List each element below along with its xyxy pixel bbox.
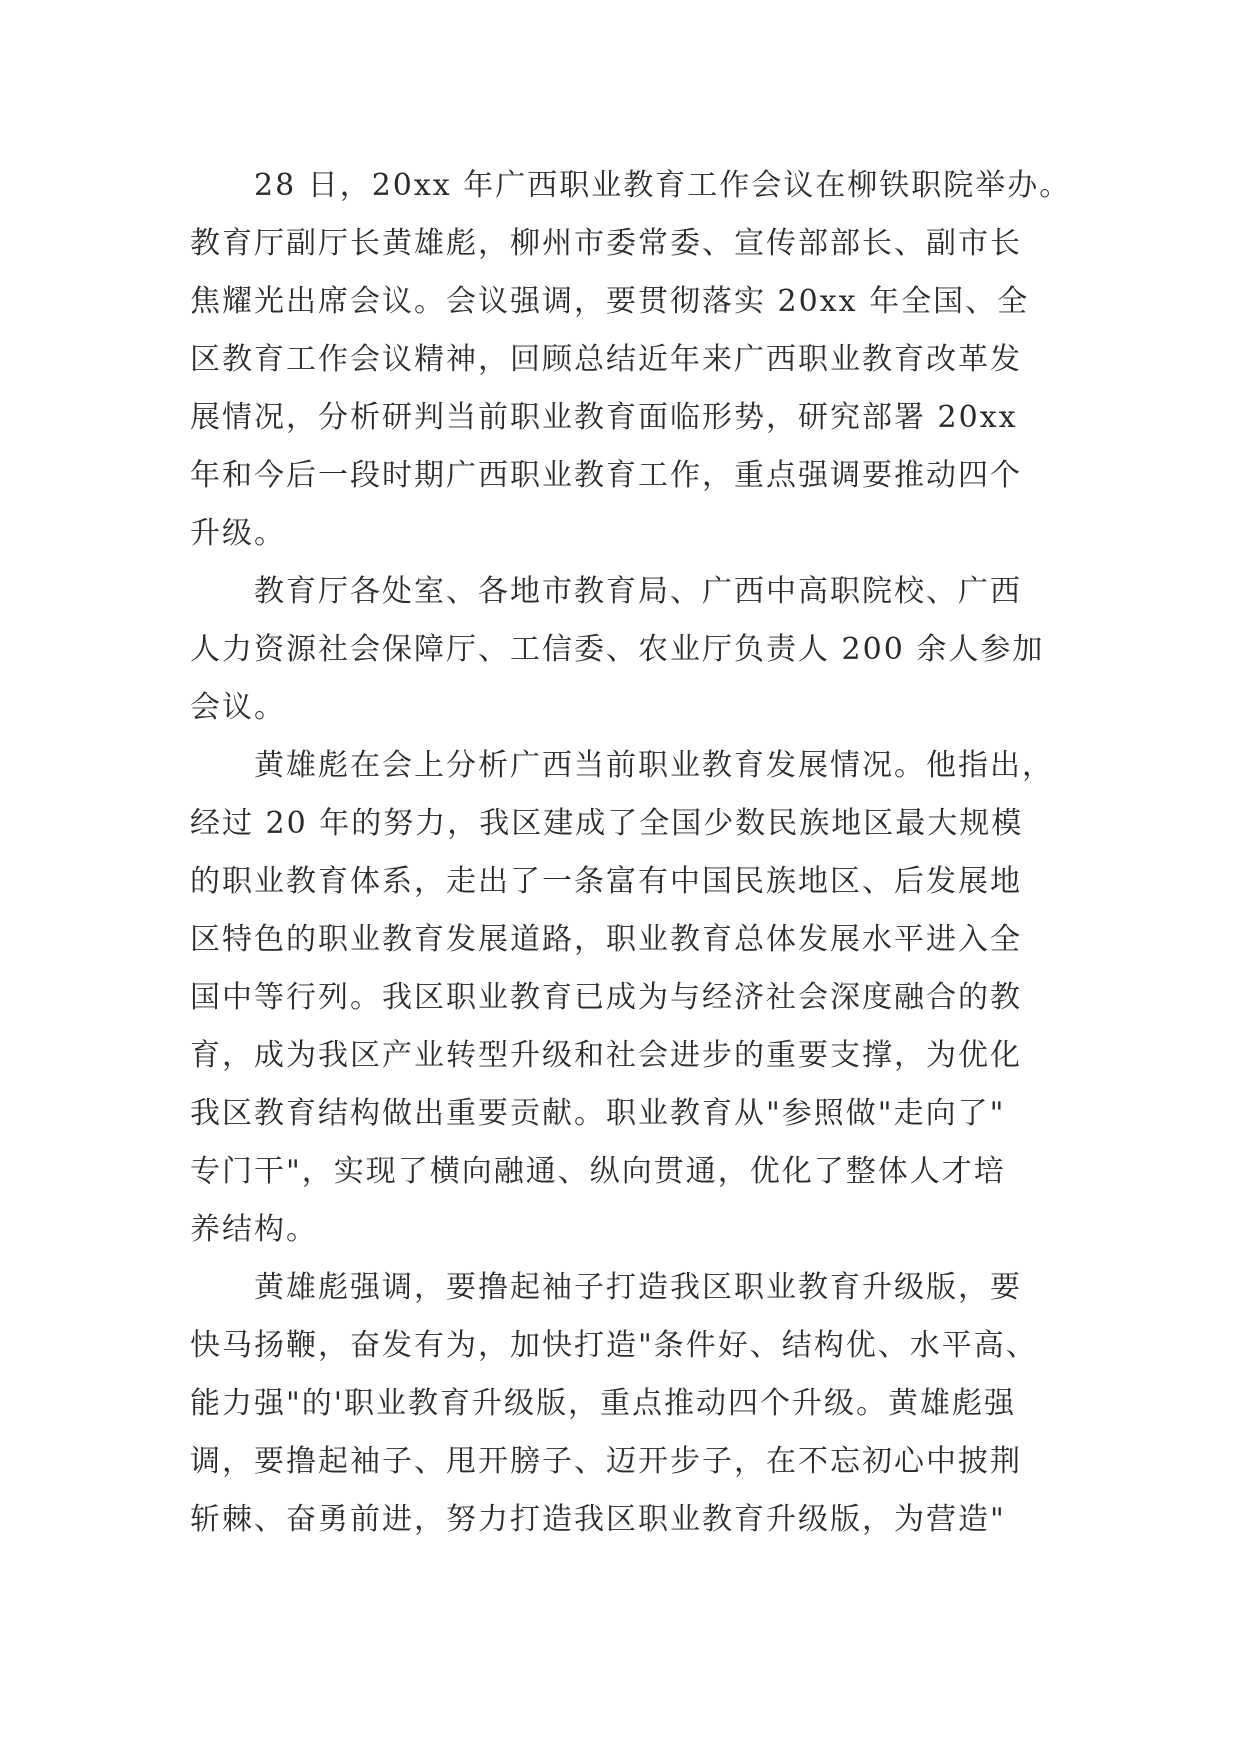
text-line: 的职业教育体系，走出了一条富有中国民族地区、后发展地 xyxy=(190,864,1022,899)
text-line: 会议。 xyxy=(190,690,286,725)
paragraph-3 xyxy=(190,737,1060,1259)
text-line: 养结构。 xyxy=(190,1212,318,1247)
document-body xyxy=(190,157,1072,1549)
text-line: 国中等行列。我区职业教育已成为与经济社会深度融合的教 xyxy=(190,980,1022,1015)
text-line: 教育厅副厅长黄雄彪，柳州市委常委、宣传部部长、副市长 xyxy=(190,226,1022,261)
text-line: 年和今后一段时期广西职业教育工作，重点强调要推动四个 xyxy=(190,458,1022,493)
text-line: 育，成为我区产业转型升级和社会进步的重要支撑，为优化 xyxy=(190,1038,1022,1073)
text-line: 经过 20 年的努力，我区建成了全国少数民族地区最大规模 xyxy=(190,806,1024,841)
paragraph-1 xyxy=(190,157,1072,563)
text-line: 28 日，20xx 年广西职业教育工作会议在柳铁职院举办。 xyxy=(254,168,1072,203)
text-line: 教育厅各处室、各地市教育局、广西中高职院校、广西 xyxy=(254,574,1022,609)
text-line: 快马扬鞭，奋发有为，加快打造"条件好、结构优、水平高、 xyxy=(190,1328,1038,1363)
text-line: 黄雄彪强调，要撸起袖子打造我区职业教育升级版，要 xyxy=(254,1270,1022,1305)
text-line: 能力强"的'职业教育升级版，重点推动四个升级。黄雄彪强 xyxy=(190,1386,1017,1421)
text-line: 区教育工作会议精神，回顾总结近年来广西职业教育改革发 xyxy=(190,342,1022,377)
paragraph-4 xyxy=(190,1259,1060,1549)
text-line: 我区教育结构做出重要贡献。职业教育从"参照做"走向了" xyxy=(190,1096,1006,1131)
text-line: 专门干"，实现了横向融通、纵向贯通，优化了整体人才培 xyxy=(190,1154,1006,1189)
text-line: 焦耀光出席会议。会议强调，要贯彻落实 20xx 年全国、全 xyxy=(190,284,1030,319)
text-line: 区特色的职业教育发展道路，职业教育总体发展水平进入全 xyxy=(190,922,1022,957)
paragraph-2 xyxy=(190,563,1060,737)
text-line: 黄雄彪在会上分析广西当前职业教育发展情况。他指出， xyxy=(254,748,1054,783)
text-line: 人力资源社会保障厅、工信委、农业厅负责人 200 余人参加 xyxy=(190,632,1045,667)
text-line: 调，要撸起袖子、甩开膀子、迈开步子，在不忘初心中披荆 xyxy=(190,1444,1022,1479)
text-line: 斩棘、奋勇前进，努力打造我区职业教育升级版，为营造" xyxy=(190,1502,1006,1537)
text-line: 升级。 xyxy=(190,516,286,551)
text-line: 展情况，分析研判当前职业教育面临形势，研究部署 20xx xyxy=(190,400,1018,435)
